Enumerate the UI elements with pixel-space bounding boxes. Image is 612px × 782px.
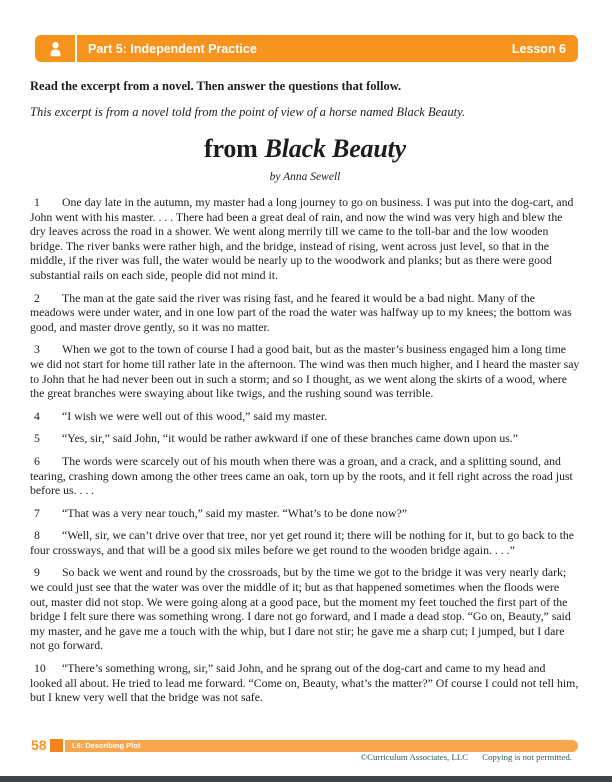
- paragraph-text: The words were scarcely out of his mouth when there was a groan, and a crack, and a splitting sound, and tearing, crashing down among the other trees came an oak, torn up by the roots, and it fell right across the road just before us. . . .: [30, 453, 573, 498]
- passage-byline: by Anna Sewell: [269, 171, 341, 183]
- lesson-badge: Lesson 6: [511, 41, 566, 56]
- paragraph-number: 3: [34, 342, 40, 357]
- person-icon: [35, 35, 75, 62]
- paragraph: [30, 409, 580, 424]
- bottom-strip: [0, 776, 612, 782]
- paragraph-number: 10: [34, 661, 46, 676]
- copyright-text: ©Curriculum Associates, LLC: [360, 752, 469, 762]
- footer-tab-square: [50, 739, 63, 752]
- title-main: Black Beauty: [264, 134, 406, 163]
- paragraph: [30, 528, 580, 557]
- copyright-line: [360, 752, 572, 762]
- lesson-tag-bar: [65, 740, 578, 753]
- lesson-tag: L6: Describing Plot: [72, 741, 141, 751]
- paragraph-text: “Yes, sir,” said John, “it would be rather awkward if one of these branches came down upon us.”: [62, 431, 518, 446]
- paragraph-text: “Well, sir, we can’t drive over that tree, nor yet get round it; there will be nothing for it, but to go back to the four crossways, and that will be a good six miles before we get round to the wooden bridge again. . . .”: [30, 528, 575, 557]
- paragraph-text: “That was a very near touch,” said my master. “What’s to be done now?”: [62, 505, 407, 520]
- paragraph-number: 6: [34, 453, 40, 468]
- paragraph: [30, 454, 580, 498]
- passage-title: [30, 134, 580, 164]
- part-banner: [35, 35, 578, 62]
- paragraph: [30, 565, 580, 653]
- paragraph: [30, 195, 580, 283]
- paragraph-number: 2: [34, 290, 40, 305]
- paragraph-text: So back we went and round by the crossroads, but by the time we got to the bridge it was very nearly dark; we could just see that the water was over the middle of it; but as that happened sometimes when the floods were out, master did not stop. We were going along at a good pace, but the moment my feet touched the first part of the bridge I felt sure there was something wrong. I dare not go forward, and I made a dead stop. “Go on, Beauty,” said my master, and he gave me a touch with the whip, but I dare not stir; he gave me a sharp cut; I jumped, but I dare not go forward.: [30, 565, 571, 653]
- paragraph: [30, 342, 580, 400]
- page-number: 58: [31, 737, 47, 753]
- paragraph-number: 1: [34, 195, 40, 209]
- paragraph-text: The man at the gate said the river was rising fast, and he feared it would be a bad night. Many of the meadows were under water, and in one low part of the road the water was halfway up to my knees; the bottom was good, and master drove gently, so it was no matter.: [30, 290, 572, 334]
- title-prefix: from: [204, 134, 258, 163]
- passage-body: [30, 195, 580, 705]
- paragraph-number: 8: [34, 528, 40, 543]
- paragraph: [30, 506, 580, 521]
- paragraph-number: 5: [34, 431, 40, 446]
- paragraph-text: “I wish we were well out of this wood,” said my master.: [62, 408, 328, 423]
- part-title: Part 5: Independent Practice: [88, 41, 257, 56]
- page-content: [30, 79, 580, 713]
- copy-notice: Copying is not permitted.: [482, 752, 572, 762]
- paragraph-text: “There’s something wrong, sir,” said John, and he sprang out of the dog-cart and came to my head and looked all about. He tried to lead me forward. “Come on, Beauty, what’s the matter?” Of course I could not tell him, but I knew very well that the bridge was not safe.: [30, 661, 579, 705]
- paragraph: [30, 291, 580, 335]
- paragraph-text: When we got to the town of course I had a good bait, but as the master’s business engaged him a long time we did not start for home till rather late in the afternoon. The wind was then much higher, and I heard the master say to John that he had never been out in such a storm; and so I thought, as we went along the skirts of a wood, where the great branches were swaying about like twigs, and the rushing sound was terrible.: [30, 342, 580, 401]
- banner-divider: [75, 35, 77, 62]
- context-text: This excerpt is from a novel told from the point of view of a horse named Black Beauty.: [30, 105, 466, 119]
- paragraph-number: 7: [34, 505, 40, 520]
- directions-text: Read the excerpt from a novel. Then answer the questions that follow.: [30, 79, 402, 93]
- paragraph-number: 4: [34, 408, 40, 423]
- paragraph: [30, 431, 580, 446]
- paragraph-text: One day late in the autumn, my master had a long journey to go on business. I was put into the dog-cart, and John went with his master. . . . There had been a great deal of rain, and now the wind was very high and blew the dry leaves across the road in a shower. We went along merrily till we came to the toll-bar and the low wooden bridge. The river banks were rather high, and the bridge, instead of rising, went across just level, so that in the middle, if the river was full, the water would be nearly up to the woodwork and planks; but as there were good substantial rails on each side, people did not mind it.: [30, 195, 574, 282]
- paragraph-number: 9: [34, 565, 40, 580]
- paragraph: [30, 661, 580, 705]
